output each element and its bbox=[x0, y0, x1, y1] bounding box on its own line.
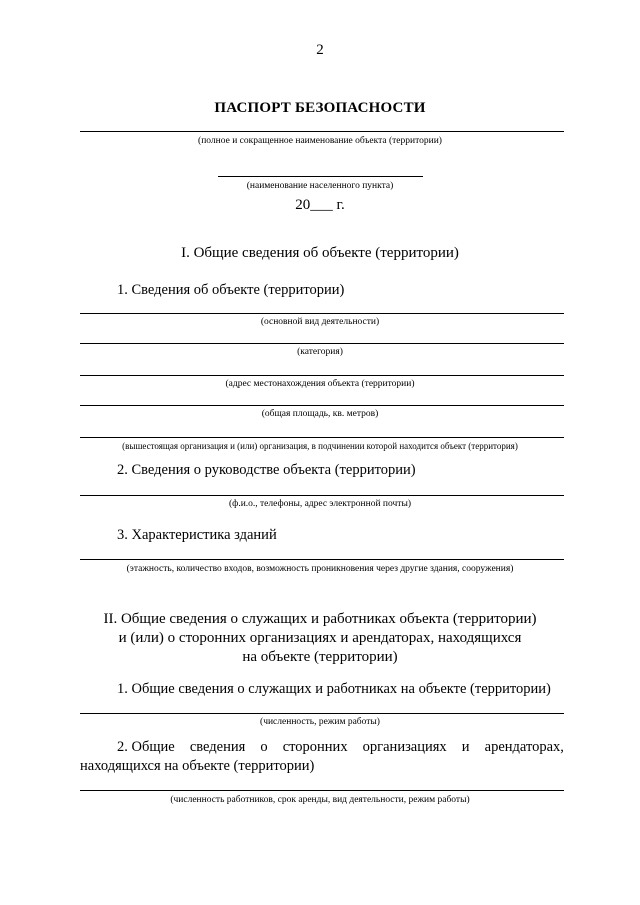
manager-line bbox=[80, 495, 564, 496]
object-name-caption: (полное и сокращенное наименование объекта (территории) bbox=[198, 136, 442, 146]
item-2-word: и bbox=[461, 739, 470, 755]
area-line bbox=[80, 405, 564, 406]
staff-line bbox=[80, 713, 564, 714]
manager-caption: (ф.и.о., телефоны, адрес электронной почты) bbox=[229, 499, 411, 509]
section-1-heading: I. Общие сведения об объекте (территории) bbox=[181, 245, 459, 261]
address-line bbox=[80, 375, 564, 376]
address-caption: (адрес местонахождения объекта (территории) bbox=[225, 379, 415, 389]
section-2-heading-line-1: II. Общие сведения о служащих и работниках объекта (территории) bbox=[103, 611, 537, 627]
section-2-item-1: 1. Общие сведения о служащих и работниках на объекте (территории) bbox=[117, 681, 551, 697]
section-1-item-3: 3. Характеристика зданий bbox=[117, 527, 277, 543]
locality-line bbox=[218, 176, 423, 177]
activity-line bbox=[80, 313, 564, 314]
category-caption: (категория) bbox=[297, 347, 343, 357]
locality-caption: (наименование населенного пункта) bbox=[246, 181, 394, 191]
item-2-word: 2. Общие bbox=[117, 739, 175, 755]
category-line bbox=[80, 343, 564, 344]
item-2-word: организациях bbox=[362, 739, 447, 755]
tenants-caption: (численность работников, срок аренды, вид деятельности, режим работы) bbox=[170, 795, 470, 805]
object-name-line bbox=[80, 131, 564, 132]
tenants-line bbox=[80, 790, 564, 791]
year-field: 20___ г. bbox=[295, 197, 345, 213]
section-2-item-2-line-1 bbox=[117, 738, 564, 757]
section-2-heading-line-3: на объекте (территории) bbox=[242, 649, 398, 665]
section-1-item-2: 2. Сведения о руководстве объекта (территории) bbox=[117, 462, 416, 478]
page-title: ПАСПОРТ БЕЗОПАСНОСТИ bbox=[214, 100, 426, 116]
item-2-word: арендаторах, bbox=[484, 739, 564, 755]
item-2-word: о bbox=[260, 739, 268, 755]
section-2-heading-line-2: и (или) о сторонних организациях и арендаторах, находящихся bbox=[118, 630, 522, 646]
area-caption: (общая площадь, кв. метров) bbox=[261, 409, 379, 419]
parent-org-caption: (вышестоящая организация и (или) организация, в подчинении которой находится объект (территория) bbox=[122, 441, 518, 451]
section-1-item-1: 1. Сведения об объекте (территории) bbox=[117, 282, 345, 298]
buildings-line bbox=[80, 559, 564, 560]
item-2-word: сведения bbox=[189, 739, 246, 755]
item-2-word: сторонних bbox=[282, 739, 348, 755]
section-2-item-2-line-2: находящихся на объекте (территории) bbox=[80, 758, 315, 774]
activity-caption: (основной вид деятельности) bbox=[260, 317, 380, 327]
staff-caption: (численность, режим работы) bbox=[260, 717, 380, 727]
page-number: 2 bbox=[316, 42, 324, 58]
buildings-caption: (этажность, количество входов, возможность проникновения через другие здания, сооружения) bbox=[126, 564, 514, 574]
parent-org-line bbox=[80, 437, 564, 438]
